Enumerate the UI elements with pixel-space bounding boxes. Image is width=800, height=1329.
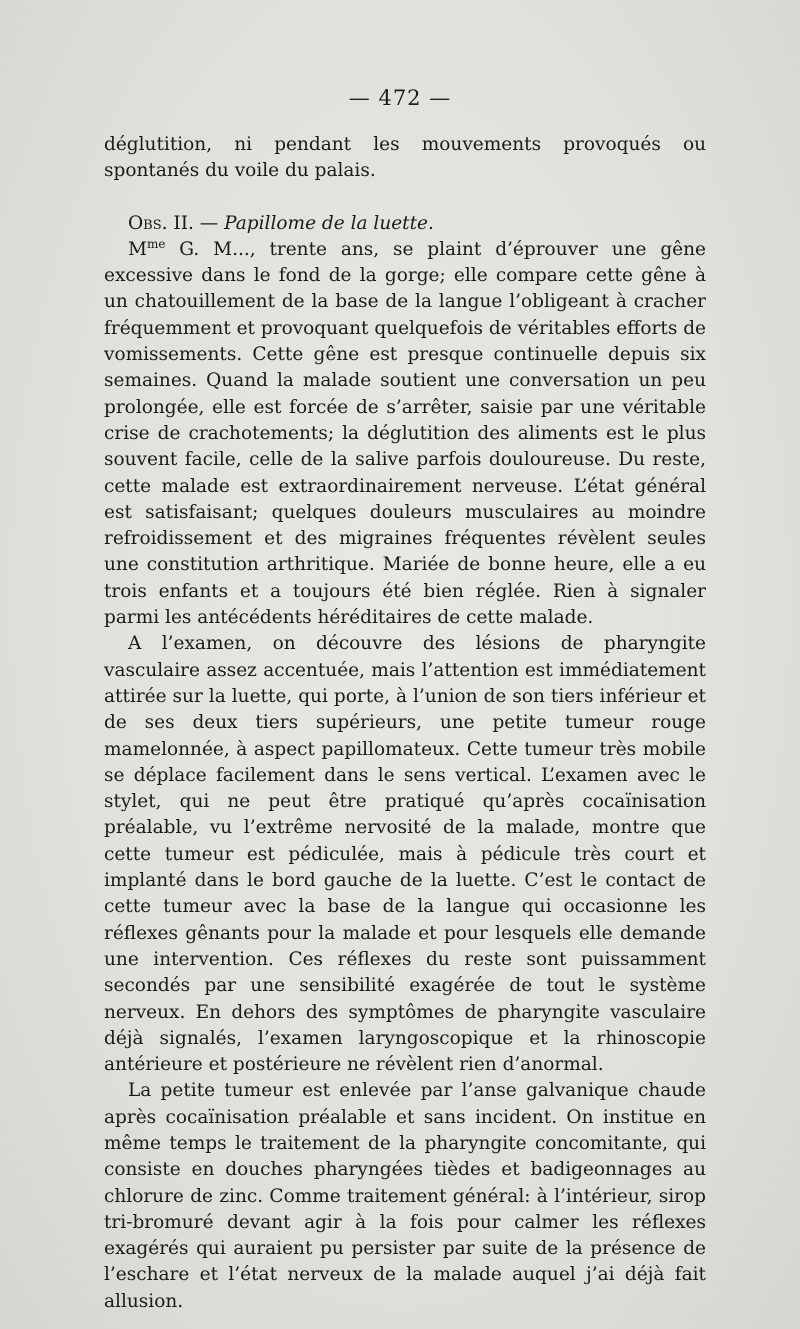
observation-heading — [104, 211, 706, 237]
section-gap — [104, 185, 706, 211]
treatment-paragraph: La petite tumeur est enlevée par l’anse galvanique chaude après cocaïnisation préalable et sans incident. On institue en même temps le traitement de la pharyngite concomitante, qui consiste en douches pharyngées tièdes et badigeonnages au chlorure de zinc. Comme traitement général: à l’intérieur, sirop tri-bromuré devant agir à la fois pour calmer les réflexes exagérés qui auraient pu persister par suite de la présence de l’eschare et l’état nerveux de la malade auquel j’ai déjà fait allusion. — [104, 1080, 706, 1312]
patient-prefix: M — [128, 238, 147, 260]
page-number: — 472 — — [348, 86, 452, 110]
observation-separator: — — [193, 212, 225, 234]
observation-label: Obs. II. — [128, 212, 194, 234]
observation-title: Papillome de la luette. — [224, 212, 434, 234]
intro-paragraph: déglutition, ni pendant les mouvements provoqués ou spontanés du voile du palais. — [104, 134, 706, 182]
patient-description: G. M..., trente ans, se plaint d’éprouver une gêne excessive dans le fond de la gorge; elle compare cette gêne à un chatouillement de la base de la langue l’obligeant à cracher fréquemment et provoquant quelquefois de véritables efforts de vomissements. Cette gêne est presque continuelle depuis six semaines. Quand la malade soutient une conversation un peu prolongée, elle est forcée de s’arrêter, saisie par une véritable crise de crachotements; la déglutition des aliments est le plus souvent facile, celle de la salive parfois douloureuse. Du reste, cette malade est extraordinairement nerveuse. L’état général est satisfaisant; quelques douleurs musculaires au moindre refroidissement et des migraines fréquentes révèlent seules une constitution arthritique. Mariée de bonne heure, elle a eu trois enfants et a toujours été bien réglée. Rien à signaler parmi les antécédents héréditaires de cette malade. — [104, 238, 706, 629]
examination-paragraph: A l’examen, on découvre des lésions de pharyngite vasculaire assez accentuée, mais l’attention est immédiatement attirée sur la luette, qui porte, à l’union de son tiers inférieur et de ses deux tiers supérieurs, une petite tumeur rouge mamelonnée, à aspect papillomateux. Cette tumeur très mobile se déplace facilement dans le sens vertical. L’examen avec le stylet, qui ne peut être pratiqué qu’après cocaïnisation préalable, vu l’extrême nervosité de la malade, montre que cette tumeur est pédiculée, mais à pédicule très court et implanté dans le bord gauche de la luette. C’est le contact de cette tumeur avec la base de la langue qui occasionne les réflexes gênants pour la malade et pour lesquels elle demande une intervention. Ces réflexes du reste sont puissamment secondés par une sensibilité exagérée de tout le système nerveux. En dehors des symptômes de pharyngite vasculaire déjà signalés, l’examen laryngoscopique et la rhinoscopie antérieure et postérieure ne révèlent rien d’anormal. — [104, 633, 706, 1076]
patient-paragraph — [104, 237, 706, 631]
patient-prefix-sup: me — [146, 236, 166, 251]
body-text — [104, 132, 706, 1315]
